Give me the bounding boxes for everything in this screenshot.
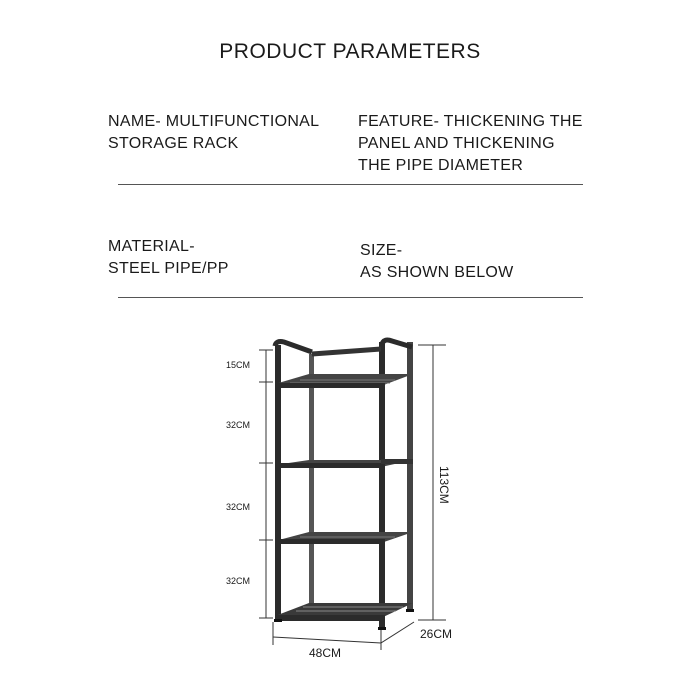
dim-label-height: 113CM [437,466,451,504]
param-material: MATERIAL- STEEL PIPE/PP [108,238,229,277]
dim-label-depth: 26CM [420,627,453,641]
dim-label-tier-1: 32CM [226,420,251,430]
param-feature: FEATURE- THICKENING THE PANEL AND THICKENING THE PIPE DIAMETER [358,113,583,174]
dim-label-tier-2: 32CM [226,502,251,512]
dim-label-width: 48CM [309,646,342,660]
param-size: SIZE- AS SHOWN BELOW [360,242,514,281]
vertical-dimension-line [259,350,273,618]
depth-dimension-line [381,622,414,643]
rack-frame [274,340,414,630]
param-name: NAME- MULTIFUNCTIONAL STORAGE RACK [108,113,320,152]
dim-label-top: 15CM [226,360,251,370]
page-title: PRODUCT PARAMETERS [219,40,481,63]
dim-label-tier-3: 32CM [226,576,251,586]
